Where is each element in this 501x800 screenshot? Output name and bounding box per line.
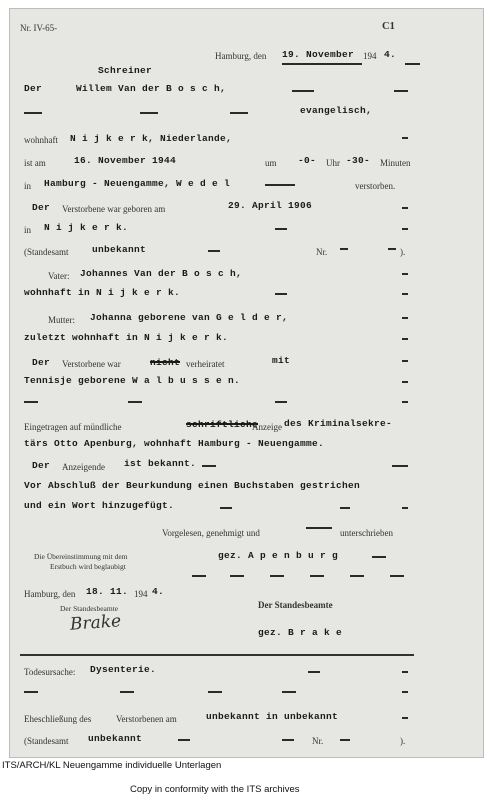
- registrar-small-label: Der Standesbeamte: [60, 604, 119, 613]
- dash: [275, 228, 287, 230]
- dash: [275, 293, 287, 295]
- mother-name: Johanna geborene van G e l d e r,: [90, 312, 289, 323]
- dash: [202, 465, 216, 467]
- dash: [402, 317, 408, 319]
- document-page: [9, 8, 484, 758]
- in-label: in: [24, 181, 32, 191]
- dash: [402, 338, 408, 340]
- marriage-label: Eheschließung des: [24, 714, 92, 724]
- dash: [402, 671, 408, 673]
- entered-struck: schriftliche: [186, 419, 259, 430]
- divider: [20, 654, 414, 656]
- year-prefix: 194: [363, 51, 377, 61]
- dash: [140, 112, 158, 114]
- dash: [230, 112, 248, 114]
- mother-residence: zuletzt wohnhaft in N i j k e r k.: [24, 332, 229, 343]
- standesamt-value: unbekannt: [92, 244, 147, 255]
- dash: [265, 184, 295, 186]
- born-label: Verstorbene war geboren am: [62, 204, 166, 214]
- dash: [220, 507, 232, 509]
- dash: [306, 527, 332, 529]
- married-label: Verstorbene war: [62, 359, 121, 369]
- death-hour: -0-: [298, 155, 317, 166]
- dash: [405, 63, 420, 65]
- cause-of-death: Dysenterie.: [90, 664, 157, 675]
- father-residence: wohnhaft in N i j k e r k.: [24, 287, 181, 298]
- nr2-label: Nr.: [312, 736, 324, 746]
- dash: [402, 273, 408, 275]
- verstorben-label: verstorben.: [355, 181, 396, 191]
- religion: evangelisch,: [300, 105, 373, 116]
- mother-label: Mutter:: [48, 315, 75, 325]
- verheiratet-label: verheiratet: [186, 359, 225, 369]
- residence: N i j k e r k, Niederlande,: [70, 133, 233, 144]
- death-place: Hamburg - Neuengamme, W e d e l: [44, 178, 231, 189]
- conformity-caption: Copy in conformity with the ITS archives: [130, 784, 300, 795]
- informant-known: ist bekannt.: [124, 458, 197, 469]
- mit-label: mit: [272, 355, 291, 366]
- close-paren: ).: [400, 247, 406, 257]
- dash: [340, 507, 350, 509]
- name-prefix: Der: [24, 83, 43, 94]
- dash: [402, 293, 408, 295]
- year2-prefix: 194: [134, 589, 148, 599]
- informant-details: tärs Otto Apenburg, wohnhaft Hamburg - Neuengamme.: [24, 438, 325, 449]
- signed-informant: gez. A p e n b u r g: [218, 550, 339, 561]
- dash: [402, 381, 408, 383]
- occupation: Schreiner: [98, 65, 153, 76]
- dash: [402, 717, 408, 719]
- dash: [275, 401, 287, 403]
- dash: [230, 575, 244, 577]
- nr-label: Nr.: [316, 247, 328, 257]
- dash: [24, 112, 42, 114]
- spouse-name: Tennisje geborene W a l b u s s e n.: [24, 375, 241, 386]
- born-in-label: in: [24, 225, 32, 235]
- anzeige-label: Anzeige: [252, 422, 282, 432]
- registrar-label: Der Standesbeamte: [258, 600, 333, 610]
- dash: [402, 507, 408, 509]
- father-name: Johannes Van der B o s c h,: [80, 268, 243, 279]
- informant-label: Anzeigende: [62, 462, 105, 472]
- dash: [282, 739, 294, 741]
- married-prefix: Der: [32, 357, 51, 368]
- dash: [208, 691, 222, 693]
- uhr-label: Uhr: [326, 158, 340, 168]
- form-code: C1: [382, 21, 395, 32]
- dash: [402, 137, 408, 139]
- dash: [402, 207, 408, 209]
- birth-place: N i j k e r k.: [44, 222, 129, 233]
- dash: [390, 575, 404, 577]
- marriage-label-2: Verstorbenen am: [116, 714, 177, 724]
- minuten-label: Minuten: [380, 158, 411, 168]
- father-label: Vater:: [48, 271, 70, 281]
- standesamt-label: (Standesamt: [24, 247, 69, 257]
- place-date-label: Hamburg, den: [215, 51, 267, 61]
- residence-label: wohnhaft: [24, 135, 58, 145]
- dash: [310, 575, 324, 577]
- unterschrieben-label: unterschrieben: [340, 528, 393, 538]
- close-paren-2: ).: [400, 736, 406, 746]
- dash: [402, 691, 408, 693]
- date-2: 18. 11.: [86, 586, 129, 597]
- death-minutes: -30-: [346, 155, 371, 166]
- dash: [178, 739, 190, 741]
- dash: [340, 248, 348, 250]
- dash: [208, 250, 220, 252]
- dash: [394, 90, 408, 92]
- year2-suffix: 4.: [152, 586, 165, 597]
- dash: [388, 248, 396, 250]
- dash: [340, 739, 350, 741]
- hamburg-label-2: Hamburg, den: [24, 589, 76, 599]
- note-line-2: und ein Wort hinzugefügt.: [24, 500, 175, 511]
- entered-label: Eingetragen auf mündliche: [24, 422, 122, 432]
- dash: [402, 401, 408, 403]
- informant-title: des Kriminalsekre-: [284, 418, 393, 429]
- dash: [308, 671, 320, 673]
- standesamt2-value: unbekannt: [88, 733, 143, 744]
- dash: [350, 575, 364, 577]
- informant-prefix: Der: [32, 460, 51, 471]
- year-suffix: 4.: [384, 49, 397, 60]
- registrar-typed: gez. B r a k e: [258, 627, 343, 638]
- conformity-line-1: Die Übereinstimmung mit dem: [34, 552, 128, 561]
- dash: [392, 465, 408, 467]
- dash: [24, 691, 38, 693]
- dash: [372, 556, 386, 558]
- marriage-value: unbekannt in unbekannt: [206, 711, 339, 722]
- dash: [282, 691, 296, 693]
- dash: [128, 401, 142, 403]
- dash: [120, 691, 134, 693]
- record-number: Nr. IV-65-: [20, 23, 58, 33]
- dash: [24, 401, 38, 403]
- born-prefix: Der: [32, 202, 51, 213]
- standesamt2-label: (Standesamt: [24, 736, 69, 746]
- died-label: ist am: [24, 158, 46, 168]
- dash: [402, 360, 408, 362]
- dash: [270, 575, 284, 577]
- um-label: um: [265, 158, 277, 168]
- dash: [292, 90, 314, 92]
- conformity-line-2: Erstbuch wird beglaubigt: [50, 562, 126, 571]
- married-struck: nicht: [150, 357, 181, 368]
- deceased-name: Willem Van der B o s c h,: [76, 83, 227, 94]
- birth-date: 29. April 1906: [228, 200, 313, 211]
- header-date: 19. November: [282, 49, 355, 60]
- read-label: Vorgelesen, genehmigt und: [162, 528, 260, 538]
- cause-label: Todesursache:: [24, 667, 76, 677]
- dash: [402, 228, 408, 230]
- dash: [192, 575, 206, 577]
- dash: [282, 63, 362, 65]
- archive-caption: ITS/ARCH/KL Neuengamme individuelle Unterlagen: [2, 760, 222, 771]
- note-line-1: Vor Abschluß der Beurkundung einen Buchstaben gestrichen: [24, 480, 361, 491]
- registrar-signature: Brake: [69, 611, 122, 635]
- death-date: 16. November 1944: [74, 155, 177, 166]
